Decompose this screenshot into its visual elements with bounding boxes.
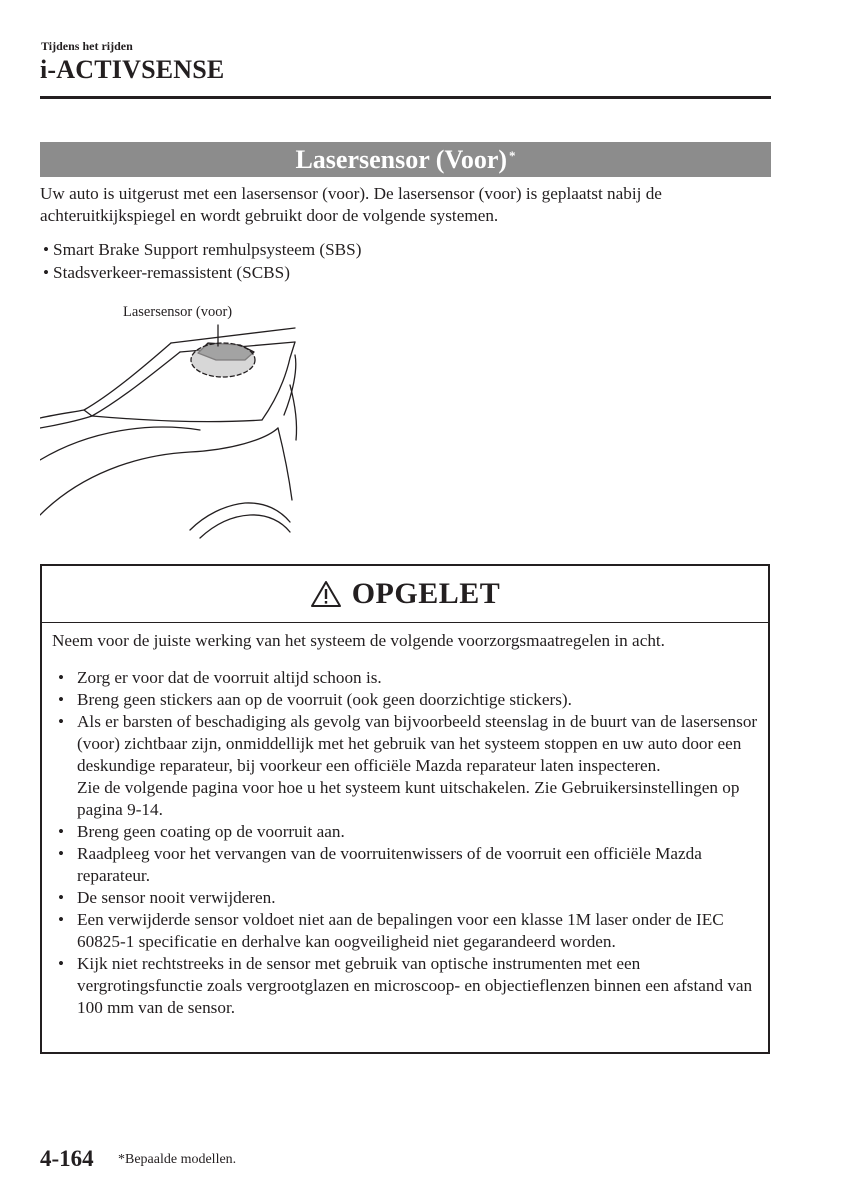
windshield-sensor-illustration (40, 300, 302, 550)
page-number: 4-164 (40, 1146, 94, 1171)
header-rule (40, 96, 771, 99)
list-item: • Breng geen coating op de voorruit aan. (56, 821, 761, 843)
list-item: • Raadpleeg voor het vervangen van de voorruitenwissers of de voorruit een officiële Mazda reparateur. (56, 843, 761, 887)
sensor-callout-label: Lasersensor (voor) (123, 304, 233, 320)
list-item: • Zorg er voor dat de voorruit altijd schoon is. (56, 667, 761, 689)
running-head: Tijdens het rijden (41, 39, 133, 53)
list-item: • Smart Brake Support remhulpsysteem (SBS) (43, 238, 361, 261)
section-title: Lasersensor (Voor) (295, 144, 508, 174)
warning-triangle-icon (310, 580, 342, 608)
intro-paragraph: Uw auto is uitgerust met een lasersensor (voor). De lasersensor (voor) is geplaatst nabij de achteruitkijkspiegel en wordt gebruikt door de volgende systemen. (40, 184, 662, 225)
list-item: • Kijk niet rechtstreeks in de sensor met gebruik van optische instrumenten met een vergrotingsfunctie zoals vergrootglazen en microscoop- en objectieflenzen binnen een afstand van 100 mm van de sensor. (56, 953, 761, 1019)
caution-intro: Neem voor de juiste werking van het systeem de volgende voorzorgsmaatregelen in acht. (52, 631, 665, 650)
footnote: *Bepaalde modellen. (118, 1152, 237, 1167)
list-item: • Als er barsten of beschadiging als gevolg van bijvoorbeeld steenslag in de buurt van de lasersensor (voor) zichtbaar zijn, onmiddellijk met het gebruik van het systeem stoppen en uw auto door een deskundige reparateur, bij voorkeur een officiële Mazda reparateur laten inspecteren. Zie de volgende pagina voor hoe u het systeem kunt uitschakelen. Zie Gebruikersinstellingen op pagina 9-14. (56, 711, 761, 821)
chapter-title: i-ACTIVSENSE (40, 55, 225, 84)
caution-box (40, 564, 770, 1054)
caution-list (56, 667, 761, 1019)
caution-header (42, 566, 768, 623)
systems-list (43, 238, 361, 284)
list-item: • Stadsverkeer-remassistent (SCBS) (43, 261, 361, 284)
footnote-marker: * (509, 147, 516, 163)
list-item: • Een verwijderde sensor voldoet niet aan de bepalingen voor een klasse 1M laser onder de IEC 60825-1 specificatie en derhalve kan oogveiligheid niet gegarandeerd worden. (56, 909, 761, 953)
caution-title: OPGELET (351, 577, 501, 610)
section-title-bar (40, 142, 771, 177)
list-item: • Breng geen stickers aan op de voorruit (ook geen doorzichtige stickers). (56, 689, 761, 711)
list-item: • De sensor nooit verwijderen. (56, 887, 761, 909)
